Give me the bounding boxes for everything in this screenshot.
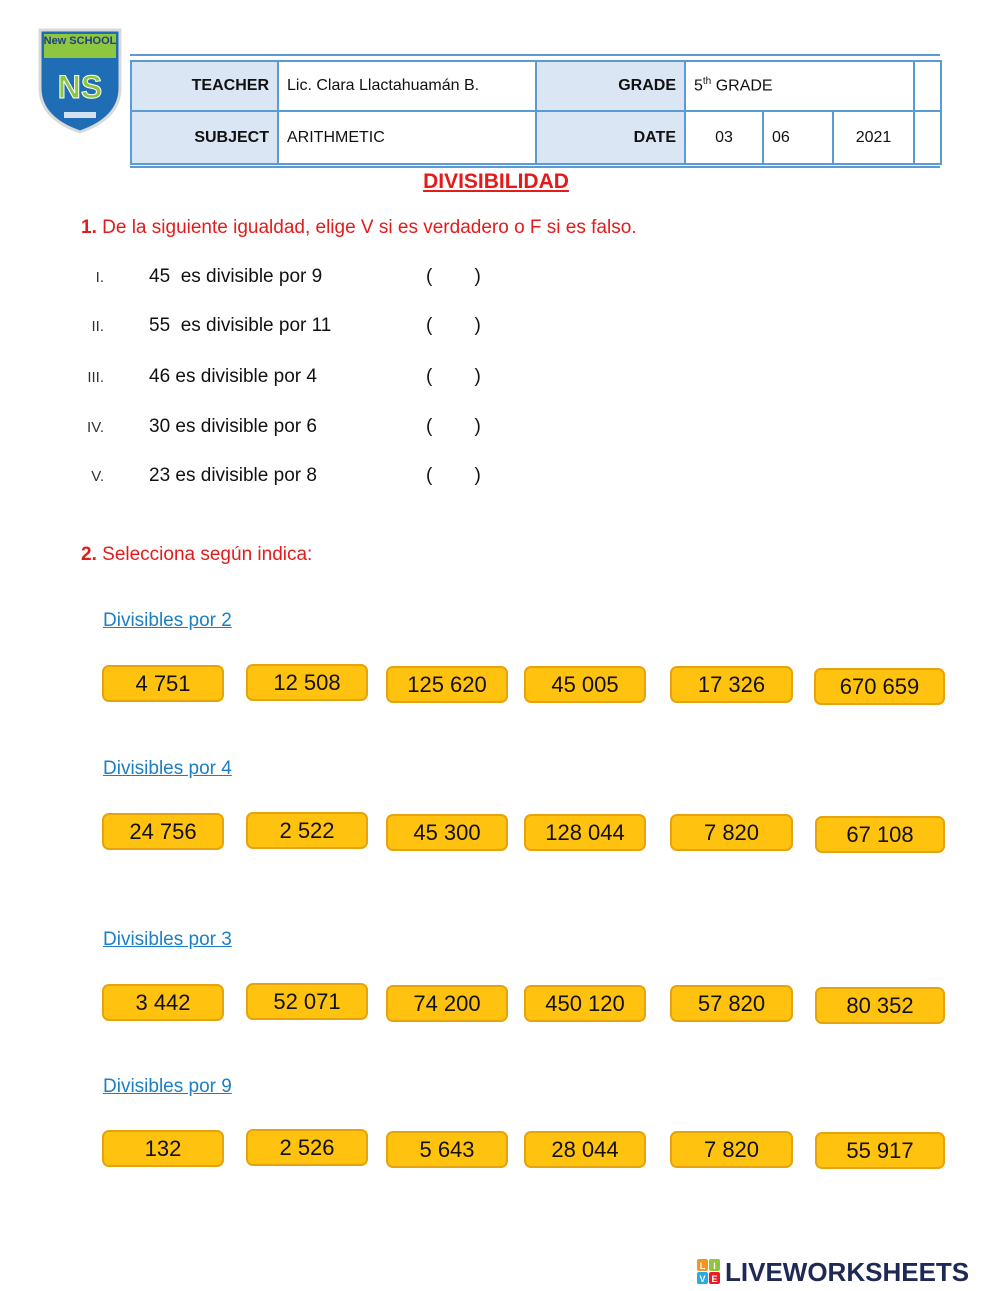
group-label-divisible-by-3: Divisibles por 3 (103, 929, 232, 950)
option-chip[interactable]: 67 108 (815, 816, 945, 853)
item-statement: 45 es divisible por 9 (149, 266, 323, 287)
option-chip[interactable]: 45 300 (386, 814, 508, 851)
liveworksheets-wordmark: LIVEWORKSHEETS (725, 1257, 970, 1287)
option-chip[interactable]: 12 508 (246, 664, 368, 701)
header-top-rule (130, 54, 940, 56)
answer-blank[interactable]: ( ) (426, 366, 481, 387)
option-chip[interactable]: 2 522 (246, 812, 368, 849)
page-title-text: DIVISIBILIDAD (423, 170, 569, 193)
group-label-divisible-by-4: Divisibles por 4 (103, 758, 232, 779)
option-chip[interactable]: 74 200 (386, 985, 508, 1022)
icon-letter: I (713, 1261, 716, 1271)
question-2-text: Selecciona según indica: (102, 544, 313, 565)
item-numeral: II. (91, 318, 104, 335)
item-numeral: IV. (87, 419, 104, 436)
page-title (0, 170, 1000, 194)
option-chip[interactable]: 57 820 (670, 985, 793, 1022)
school-logo (38, 28, 122, 134)
option-chip[interactable]: 52 071 (246, 983, 368, 1020)
question-1-text: De la siguiente igualdad, elige V si es verdadero o F si es falso. (102, 217, 637, 238)
option-chip[interactable]: 17 326 (670, 666, 793, 703)
grade-suffix: th (702, 76, 712, 88)
grade-word: GRADE (711, 77, 773, 95)
answer-blank[interactable]: ( ) (426, 315, 481, 336)
logo-top-text: New SCHOOL (43, 35, 117, 47)
question-2-title (81, 544, 312, 566)
header-bottom-rule (130, 166, 940, 168)
header-spacer-cell (914, 61, 941, 111)
item-numeral: V. (91, 468, 104, 485)
grade-label: GRADE (536, 61, 685, 111)
answer-blank[interactable]: ( ) (426, 416, 481, 437)
grade-number: 5 (694, 77, 703, 95)
date-year: 2021 (833, 111, 914, 164)
option-chip[interactable]: 55 917 (815, 1132, 945, 1169)
option-chip[interactable]: 128 044 (524, 814, 646, 851)
subject-label: SUBJECT (131, 111, 278, 164)
question-1-title (81, 217, 637, 239)
group-label-divisible-by-2: Divisibles por 2 (103, 610, 232, 631)
option-chip[interactable]: 80 352 (815, 987, 945, 1024)
item-numeral: III. (87, 369, 104, 386)
icon-letter: V (699, 1274, 706, 1284)
item-statement: 46 es divisible por 4 (149, 366, 317, 387)
option-chip[interactable]: 3 442 (102, 984, 224, 1021)
option-chip[interactable]: 125 620 (386, 666, 508, 703)
liveworksheets-brand (697, 1257, 997, 1287)
option-chip[interactable]: 28 044 (524, 1131, 646, 1168)
header-table (130, 60, 942, 165)
liveworksheets-logo-icon (697, 1259, 721, 1285)
item-statement: 30 es divisible por 6 (149, 416, 317, 437)
item-statement: 55 es divisible por 11 (149, 315, 332, 336)
option-chip[interactable]: 670 659 (814, 668, 945, 705)
option-chip[interactable]: 7 820 (670, 814, 793, 851)
grade-value (685, 61, 914, 111)
item-numeral: I. (95, 269, 104, 286)
option-chip[interactable]: 450 120 (524, 985, 646, 1022)
date-day: 03 (685, 111, 763, 164)
option-chip[interactable]: 4 751 (102, 665, 224, 702)
question-2-number: 2. (81, 544, 97, 565)
subject-value: ARITHMETIC (278, 111, 536, 164)
teacher-value: Lic. Clara Llactahuamán B. (278, 61, 536, 111)
option-chip[interactable]: 5 643 (386, 1131, 508, 1168)
date-month: 06 (763, 111, 833, 164)
option-chip[interactable]: 45 005 (524, 666, 646, 703)
teacher-label: TEACHER (131, 61, 278, 111)
option-chip[interactable]: 2 526 (246, 1129, 368, 1166)
item-statement: 23 es divisible por 8 (149, 465, 317, 486)
option-chip[interactable]: 132 (102, 1130, 224, 1167)
header-spacer-cell (914, 111, 941, 164)
icon-letter: E (711, 1274, 718, 1284)
answer-blank[interactable]: ( ) (426, 266, 481, 287)
logo-initials: NS (57, 69, 103, 105)
date-label: DATE (536, 111, 685, 164)
answer-blank[interactable]: ( ) (426, 465, 481, 486)
option-chip[interactable]: 24 756 (102, 813, 224, 850)
group-label-divisible-by-9: Divisibles por 9 (103, 1076, 232, 1097)
question-1-number: 1. (81, 217, 97, 238)
option-chip[interactable]: 7 820 (670, 1131, 793, 1168)
icon-letter: L (699, 1261, 706, 1271)
